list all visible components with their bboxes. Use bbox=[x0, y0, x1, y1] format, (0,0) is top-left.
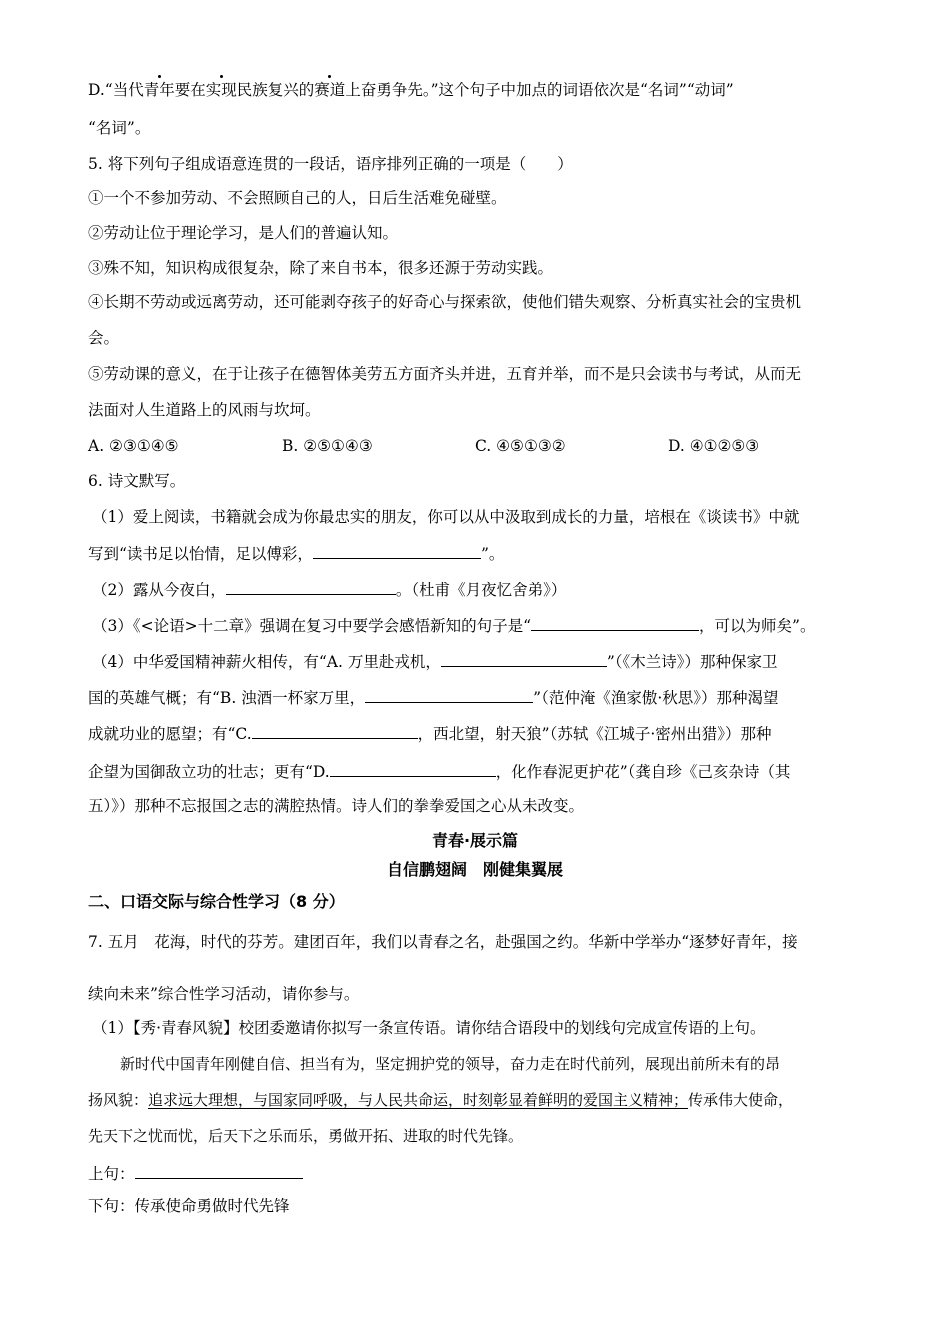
q6-part2: （2）露从今夜白， 。（杜甫《月夜忆舍弟》） bbox=[92, 578, 566, 600]
q6-part4-line4: 企望为国御敌立功的壮志；更有“D. ，化作春泥更护花”（龚自珍《己亥杂诗（其 bbox=[88, 760, 790, 782]
q6-part4-line2: 国的英雄气概；有“B. 浊酒一杯家万里， ”（范仲淹《渔家傲·秋思》）那种渴望 bbox=[88, 686, 779, 708]
q7-stem-line1: 7. 五月 花海，时代的芬芳。建团百年，我们以青春之名，赴强国之约。华新中学举办“逐梦好青年，接 bbox=[88, 933, 798, 951]
q5-sentence-4a: ④长期不劳动或远离劳动，还可能剥夺孩子的好奇心与探索欲，使他们错失观察、分析真实社会的宝贵机 bbox=[88, 293, 802, 311]
q6-stem: 6. 诗文默写。 bbox=[88, 472, 186, 490]
section-title-1: 青春·展示篇 bbox=[431, 831, 519, 850]
q6-part4-line3: 成就功业的愿望；有“C. ，西北望，射天狼”（苏轼《江城子·密州出猎》）那种 bbox=[88, 722, 772, 744]
q5-sentence-1: ①一个不参加劳动、不会照顾自己的人，日后生活难免碰壁。 bbox=[88, 189, 507, 207]
answer-blank-4c[interactable] bbox=[252, 722, 418, 739]
answer-blank-4a[interactable] bbox=[441, 650, 607, 667]
underlined-sentence: 追求远大理想，与国家同呼吸，与人民共命运，时刻彰显着鲜明的爱国主义精神； bbox=[148, 1091, 689, 1109]
q7-passage-line3: 先天下之忧而忧，后天下之乐而乐，勇做开拓、进取的时代先锋。 bbox=[88, 1127, 524, 1145]
q5-option-a: A. ②③①④⑤ bbox=[88, 437, 179, 455]
answer-blank-4b[interactable] bbox=[365, 686, 533, 703]
q6-part4-line1: （4）中华爱国精神薪火相传，有“A. 万里赴戎机， ”（《木兰诗》）那种保家卫 bbox=[92, 650, 778, 672]
q5-sentence-3: ③殊不知，知识构成很复杂，除了来自书本，很多还源于劳动实践。 bbox=[88, 259, 554, 277]
answer-blank-3[interactable] bbox=[531, 614, 699, 631]
q6-part1-line2: 写到“读书足以怡情，足以傅彩， ”。 bbox=[88, 542, 504, 564]
answer-blank-1[interactable] bbox=[313, 542, 481, 559]
upper-line-blank[interactable] bbox=[135, 1162, 303, 1179]
upper-line: 上句： bbox=[88, 1162, 303, 1184]
q7-stem-line2: 续向未来”综合性学习活动，请你参与。 bbox=[88, 985, 360, 1003]
answer-blank-2[interactable] bbox=[226, 578, 396, 595]
section-heading: 二、口语交际与综合性学习（8 分） bbox=[88, 892, 345, 911]
q6-part4-line5: 五）》）那种不忘报国之志的满腔热情。诗人们的拳拳爱国之心从未改变。 bbox=[88, 797, 585, 815]
q7-passage-line2: 扬风貌：追求远大理想，与国家同呼吸，与人民共命运，时刻彰显着鲜明的爱国主义精神；传承伟大使命， bbox=[88, 1091, 794, 1109]
lower-line: 下句：传承使命勇做时代先锋 bbox=[88, 1197, 290, 1215]
q7-passage-line1: 新时代中国青年刚健自信、担当有为，坚定拥护党的领导，奋力走在时代前列，展现出前所未有的昂 bbox=[120, 1055, 781, 1073]
q5-option-b: B. ②⑤①④③ bbox=[282, 437, 373, 455]
section-title-2: 自信鹏翅阔 刚健集翼展 bbox=[386, 860, 563, 879]
q5-sentence-4b: 会。 bbox=[88, 329, 120, 347]
q4-option-d-line2: “名词”。 bbox=[88, 119, 151, 137]
q4-option-d-line1: D.“当代青年要在实现民族复兴的赛道上奋勇争先。”这个句子中加点的词语依次是“名词”“动词” bbox=[88, 81, 734, 99]
emphasized-word-2: 实现 bbox=[205, 81, 237, 99]
q5-sentence-5b: 法面对人生道路上的风雨与坎坷。 bbox=[88, 401, 321, 419]
q5-stem: 5. 将下列句子组成语意连贯的一段话，语序排列正确的一项是（ ） bbox=[88, 155, 573, 173]
q5-sentence-5a: ⑤劳动课的意义，在于让孩子在德智体美劳五方面齐头并进，五育并举，而不是只会读书与考试，从而无 bbox=[88, 365, 802, 383]
emphasized-word-1: 青年 bbox=[143, 81, 175, 99]
q5-option-d: D. ④①②⑤③ bbox=[668, 437, 760, 455]
q7-sub1: （1）【秀·青春风貌】校团委邀请你拟写一条宣传语。请你结合语段中的划线句完成宣传语的上句。 bbox=[92, 1019, 766, 1037]
q6-part3: （3）《<论语>十二章》强调在复习中要学会感悟新知的句子是“ ，可以为师矣”。 bbox=[92, 614, 815, 636]
q5-sentence-2: ②劳动让位于理论学习，是人们的普遍认知。 bbox=[88, 224, 399, 242]
lower-line-value: 传承使命勇做时代先锋 bbox=[134, 1197, 290, 1215]
answer-blank-4d[interactable] bbox=[330, 760, 496, 777]
emphasized-word-3: 赛道 bbox=[314, 81, 346, 99]
q6-part1-line1: （1）爱上阅读，书籍就会成为你最忠实的朋友，你可以从中汲取到成长的力量，培根在《谈读书》中就 bbox=[92, 508, 800, 526]
q5-option-c: C. ④⑤①③② bbox=[475, 437, 566, 455]
